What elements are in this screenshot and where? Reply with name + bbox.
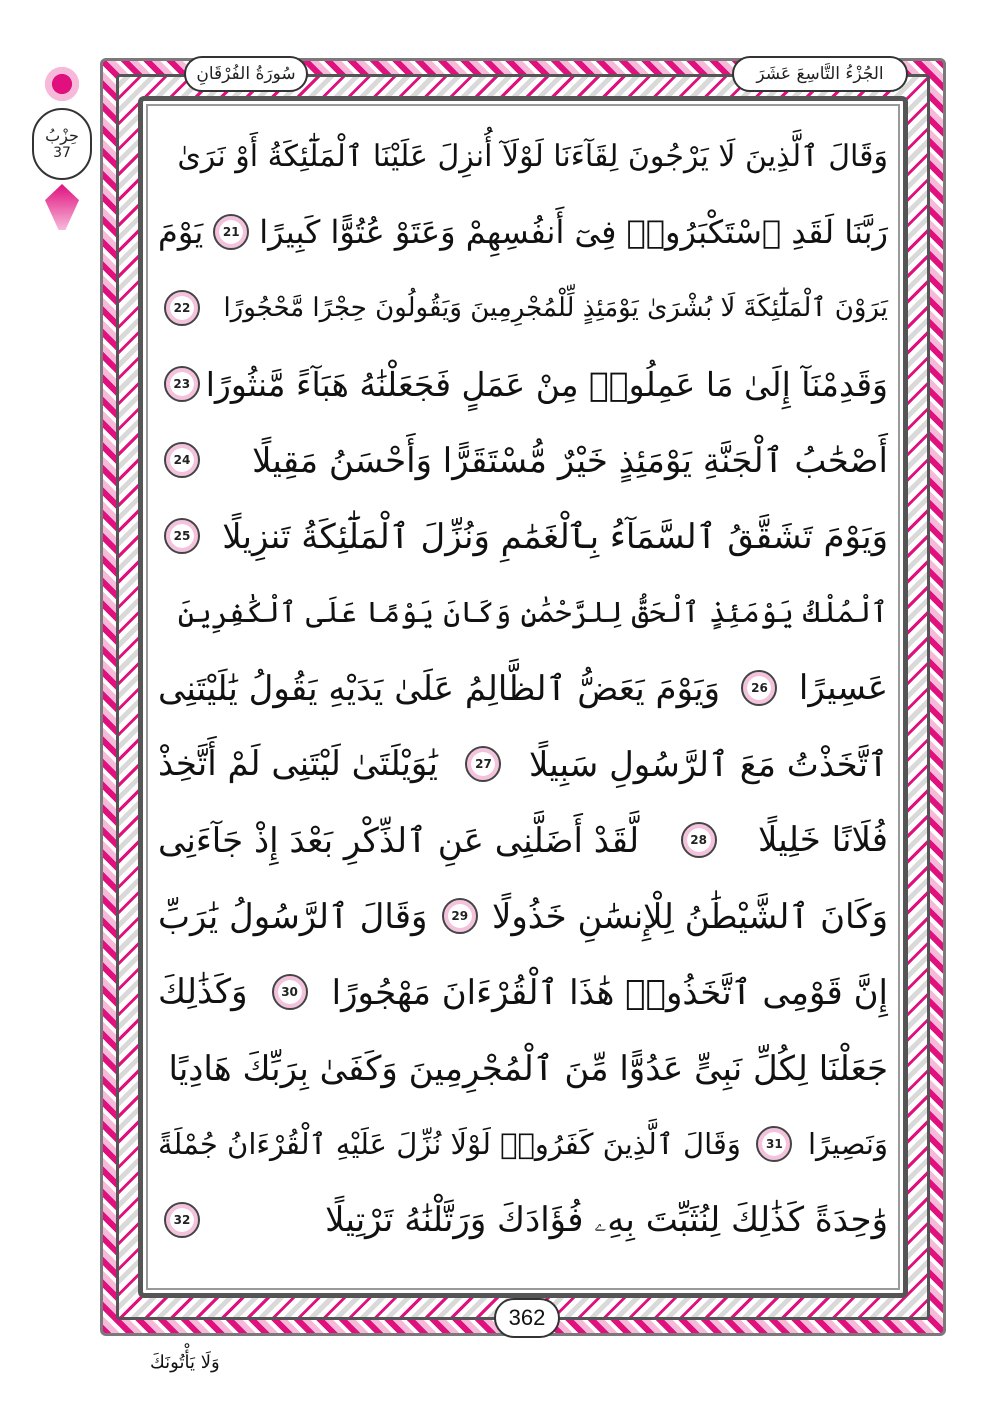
verse-text: وَٰحِدَةً كَذَٰلِكَ لِنُثَبِّتَ بِهِۦ فُؤَادَكَ وَرَتَّلْنَٰهُ تَرْتِيلًا <box>325 1200 888 1240</box>
verse-text: وَقَالَ ٱلرَّسُولُ يَٰرَبِّ <box>158 896 428 937</box>
ayah-number-marker: 27 <box>465 746 501 782</box>
page-number: 362 <box>494 1298 560 1338</box>
ayah-number-marker: 30 <box>272 974 308 1010</box>
ayah-number-marker: 25 <box>164 518 200 554</box>
hizb-word: حِزْبُ <box>45 126 79 145</box>
ayah-number-marker: 24 <box>164 442 200 478</box>
verse-text: وَكَذَٰلِكَ <box>158 972 248 1012</box>
ayah-number-marker: 29 <box>442 898 478 934</box>
ayah-number-marker: 26 <box>741 670 777 706</box>
hizb-marker <box>30 60 94 240</box>
text-line <box>158 498 888 574</box>
text-line <box>158 422 888 498</box>
verse-text: أَصْحَٰبُ ٱلْجَنَّةِ يَوْمَئِذٍ خَيْرٌ مُّسْتَقَرًّا وَأَحْسَنُ مَقِيلًا <box>252 440 888 481</box>
hizb-badge <box>32 108 92 180</box>
ornament-icon <box>34 56 91 113</box>
verse-text: فُلَانًا خَلِيلًا <box>758 820 888 860</box>
text-line <box>158 1030 888 1106</box>
ayah-number-marker: 31 <box>756 1126 792 1162</box>
verse-text: ٱتَّخَذْتُ مَعَ ٱلرَّسُولِ سَبِيلًا <box>528 744 888 785</box>
verse-text: جَعَلْنَا لِكُلِّ نَبِىٍّ عَدُوًّا مِّنَ ٱلْمُجْرِمِينَ وَكَفَىٰ بِرَبِّكَ هَادِيًا <box>168 1048 888 1089</box>
text-line <box>158 346 888 422</box>
verse-text: عَسِيرًا <box>798 668 888 708</box>
ayah-number-marker: 22 <box>164 290 200 326</box>
verse-text: ٱلْمُلْكُ يَوْمَئِذٍ ٱلْحَقُّ لِلرَّحْمَٰنِ وَكَانَ يَوْمًا عَلَى ٱلْكَٰفِرِينَ <box>177 595 888 629</box>
text-line <box>158 954 888 1030</box>
verse-text: يَوْمَ <box>158 213 204 251</box>
text-line <box>158 726 888 802</box>
text-line <box>158 650 888 726</box>
quran-text <box>158 118 888 1258</box>
text-line <box>158 1106 888 1182</box>
ayah-number-marker: 23 <box>164 366 200 402</box>
verse-text: لَّقَدْ أَضَلَّنِى عَنِ ٱلذِّكْرِ بَعْدَ إِذْ جَآءَنِى <box>158 820 640 861</box>
verse-text: رَبَّنَا لَقَدِ ٱسْتَكْبَرُوا۟ فِىٓ أَنفُسِهِمْ وَعَتَوْ عُتُوًّا كَبِيرًا <box>259 213 888 251</box>
surah-label: سُورَةُ الفُرْقَانِ <box>184 56 308 92</box>
text-line <box>158 1182 888 1258</box>
verse-text: وَنَصِيرًا <box>807 1127 888 1161</box>
ayah-number-marker: 32 <box>164 1202 200 1238</box>
text-line <box>158 270 888 346</box>
juz-label: الجُزْءُ التَّاسِعَ عَشَرَ <box>732 56 908 92</box>
verse-text: وَقَالَ ٱلَّذِينَ لَا يَرْجُونَ لِقَآءَنَا لَوْلَآ أُنزِلَ عَلَيْنَا ٱلْمَلَٰٓئِكَةُ أَوْ نَرَىٰ <box>177 138 888 174</box>
verse-text: وَكَانَ ٱلشَّيْطَٰنُ لِلْإِنسَٰنِ خَذُولًا <box>492 896 888 937</box>
verse-text: إِنَّ قَوْمِى ٱتَّخَذُوا۟ هَٰذَا ٱلْقُرْءَانَ مَهْجُورًا <box>331 972 888 1013</box>
text-line <box>158 194 888 270</box>
verse-text: يَٰوَيْلَتَىٰ لَيْتَنِى لَمْ أَتَّخِذْ <box>158 744 438 784</box>
verse-text: وَقَدِمْنَآ إِلَىٰ مَا عَمِلُوا۟ مِنْ عَمَلٍ فَجَعَلْنَٰهُ هَبَآءً مَّنثُورًا <box>205 364 888 404</box>
verse-text: وَيَوْمَ يَعَضُّ ٱلظَّالِمُ عَلَىٰ يَدَيْهِ يَقُولُ يَٰلَيْتَنِى <box>158 668 721 709</box>
hizb-number: 37 <box>53 145 71 161</box>
catchword: وَلَا يَأْتُونَكَ <box>150 1352 220 1373</box>
verse-text: وَقَالَ ٱلَّذِينَ كَفَرُوا۟ لَوْلَا نُزِّلَ عَلَيْهِ ٱلْقُرْءَانُ جُمْلَةً <box>158 1127 741 1161</box>
text-line <box>158 574 888 650</box>
verse-text: وَيَوْمَ تَشَقَّقُ ٱلسَّمَآءُ بِٱلْغَمَٰمِ وَنُزِّلَ ٱلْمَلَٰٓئِكَةُ تَنزِيلًا <box>222 516 888 557</box>
text-line <box>158 802 888 878</box>
ayah-number-marker: 28 <box>681 822 717 858</box>
ornament-tail-icon <box>45 184 79 230</box>
ayah-number-marker: 21 <box>213 214 249 250</box>
verse-text: يَرَوْنَ ٱلْمَلَٰٓئِكَةَ لَا بُشْرَىٰ يَوْمَئِذٍ لِّلْمُجْرِمِينَ وَيَقُولُونَ حِجْرًا مَّحْجُورًا <box>223 293 888 323</box>
text-line <box>158 118 888 194</box>
text-line <box>158 878 888 954</box>
